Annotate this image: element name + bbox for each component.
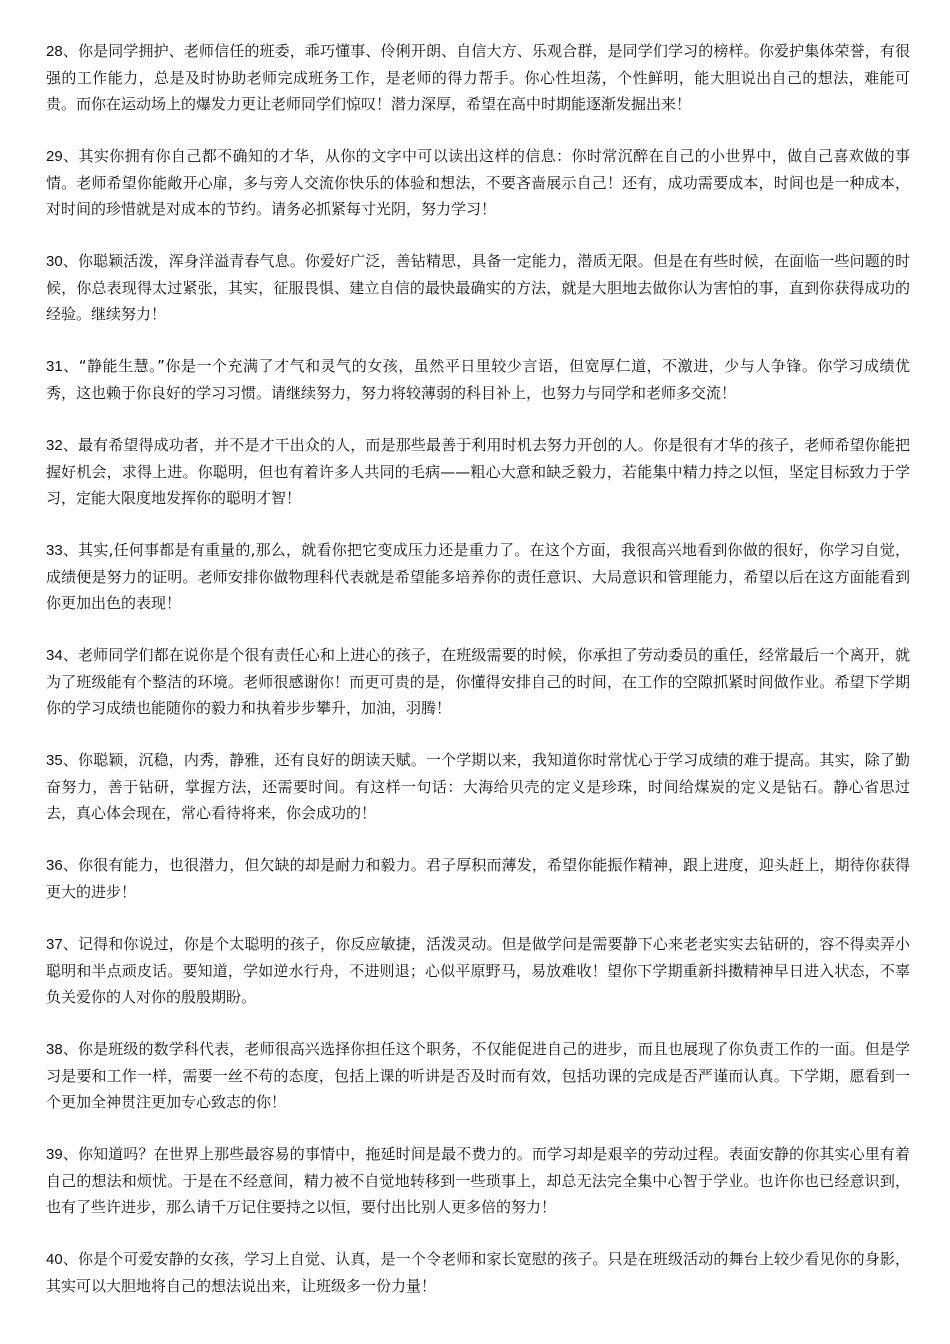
comment-paragraph-35 <box>46 747 910 826</box>
document-page <box>46 38 910 1325</box>
paragraph-text: 、你聪颖，沉稳，内秀，静雅，还有良好的朗读天赋。一个学期以来，我知道你时常忧心于学习成绩的难于提高。其实，除了勤奋努力，善于钻研，掌握方法，还需要时间。有这样一句话：大海给贝壳的定义是珍珠，时间给煤炭的定义是钻石。静心省思过去，真心体会现在，常心看待将来，你会成功的！ <box>46 751 910 822</box>
paragraph-number: 34 <box>46 647 63 664</box>
comment-paragraph-28 <box>46 38 910 117</box>
comment-paragraph-39 <box>46 1141 910 1220</box>
paragraph-text: 、你是同学拥护、老师信任的班委，乖巧懂事、伶俐开朗、自信大方、乐观合群，是同学们学习的榜样。你爱护集体荣誉，有很强的工作能力，总是及时协助老师完成班务工作，是老师的得力帮手。你心性坦荡，个性鲜明，能大胆说出自己的想法，难能可贵。而你在运动场上的爆发力更让老师同学们惊叹！潜力深厚，希望在高中时期能逐渐发掘出来！ <box>46 42 910 113</box>
comment-paragraph-31 <box>46 353 910 406</box>
paragraph-number: 40 <box>46 1251 63 1268</box>
paragraph-number: 28 <box>46 43 63 60</box>
paragraph-number: 32 <box>46 437 63 454</box>
paragraph-text: 、其实,任何事都是有重量的,那么，就看你把它变成压力还是重力了。在这个方面，我很高兴地看到你做的很好，你学习自觉，成绩便是努力的证明。老师安排你做物理科代表就是希望能多培养你的责任意识、大局意识和管理能力，希望以后在这方面能看到你更加出色的表现！ <box>46 541 910 612</box>
comment-paragraph-32 <box>46 432 910 511</box>
comment-paragraph-36 <box>46 852 910 905</box>
paragraph-number: 29 <box>46 148 63 165</box>
comment-paragraph-33 <box>46 537 910 616</box>
paragraph-text: 、记得和你说过，你是个太聪明的孩子，你反应敏捷，活泼灵动。但是做学问是需要静下心来老老实实去钻研的，容不得卖弄小聪明和半点顽皮话。要知道，学如逆水行舟，不进则退；心似平原野马，易放难收！望你下学期重新抖擞精神早日进入状态，不辜负关爱你的人对你的殷殷期盼。 <box>46 935 910 1006</box>
paragraph-text: 、“静能生慧。”你是一个充满了才气和灵气的女孩，虽然平日里较少言语，但宽厚仁道，不激进，少与人争锋。你学习成绩优秀，这也赖于你良好的学习习惯。请继续努力，努力将较薄弱的科目补上，也努力与同学和老师多交流！ <box>46 357 910 402</box>
comment-paragraph-40 <box>46 1246 910 1299</box>
paragraph-number: 30 <box>46 253 63 270</box>
comment-paragraph-29 <box>46 143 910 222</box>
paragraph-text: 、你知道吗？在世界上那些最容易的事情中，拖延时间是最不费力的。而学习却是艰辛的劳动过程。表面安静的你其实心里有着自己的想法和烦忧。于是在不经意间，精力被不自觉地转移到一些琐事上，却总无法完全集中心智于学业。也许你也已经意识到，也有了些许进步，那么请千万记住要持之以恒，要付出比别人更多倍的努力！ <box>46 1145 910 1216</box>
paragraph-number: 36 <box>46 857 63 874</box>
comment-paragraph-34 <box>46 642 910 721</box>
paragraph-number: 38 <box>46 1041 63 1058</box>
paragraph-text: 、你是班级的数学科代表，老师很高兴选择你担任这个职务，不仅能促进自己的进步，而且也展现了你负责工作的一面。但是学习是要和工作一样，需要一丝不苟的态度，包括上课的听讲是否及时而有效，包括功课的完成是否严谨而认真。下学期，愿看到一个更加全神贯注更加专心致志的你！ <box>46 1040 910 1111</box>
paragraph-text: 、你很有能力，也很潜力，但欠缺的却是耐力和毅力。君子厚积而薄发，希望你能振作精神，跟上进度，迎头赶上，期待你获得更大的进步！ <box>46 856 910 901</box>
paragraph-number: 33 <box>46 542 63 559</box>
paragraph-number: 39 <box>46 1146 63 1163</box>
paragraph-text: 、老师同学们都在说你是个很有责任心和上进心的孩子，在班级需要的时候，你承担了劳动委员的重任，经常最后一个离开，就为了班级能有个整洁的环境。老师很感谢你！而更可贵的是，你懂得安排自己的时间，在工作的空隙抓紧时间做作业。希望下学期你的学习成绩也能随你的毅力和执着步步攀升，加油，羽腾！ <box>46 646 910 717</box>
paragraph-text: 、你聪颖活泼，浑身洋溢青春气息。你爱好广泛，善钻精思，具备一定能力，潜质无限。但是在有些时候，在面临一些问题的时候，你总表现得太过紧张，其实，征服畏惧、建立自信的最快最确实的方法，就是大胆地去做你认为害怕的事，直到你获得成功的经验。继续努力！ <box>46 252 910 323</box>
paragraph-text: 、最有希望得成功者，并不是才干出众的人，而是那些最善于利用时机去努力开创的人。你是很有才华的孩子，老师希望你能把握好机会，求得上进。你聪明，但也有着许多人共同的毛病——粗心大意和缺乏毅力，若能集中精力持之以恒，坚定目标致力于学习，定能大限度地发挥你的聪明才智！ <box>46 436 910 507</box>
paragraph-text: 、你是个可爱安静的女孩，学习上自觉、认真，是一个令老师和家长宽慰的孩子。只是在班级活动的舞台上较少看见你的身影，其实可以大胆地将自己的想法说出来，让班级多一份力量！ <box>46 1250 910 1295</box>
paragraph-number: 35 <box>46 752 63 769</box>
comment-paragraph-38 <box>46 1036 910 1115</box>
comment-paragraph-37 <box>46 931 910 1010</box>
paragraph-text: 、其实你拥有你自己都不确知的才华，从你的文字中可以读出这样的信息：你时常沉醉在自己的小世界中，做自己喜欢做的事情。老师希望你能敞开心扉，多与旁人交流你快乐的体验和想法，不要吝啬展示自己！还有，成功需要成本，时间也是一种成本，对时间的珍惜就是对成本的节约。请务必抓紧每寸光阴，努力学习！ <box>46 147 910 218</box>
paragraph-number: 37 <box>46 936 63 953</box>
comment-paragraph-30 <box>46 248 910 327</box>
paragraph-number: 31 <box>46 358 63 375</box>
